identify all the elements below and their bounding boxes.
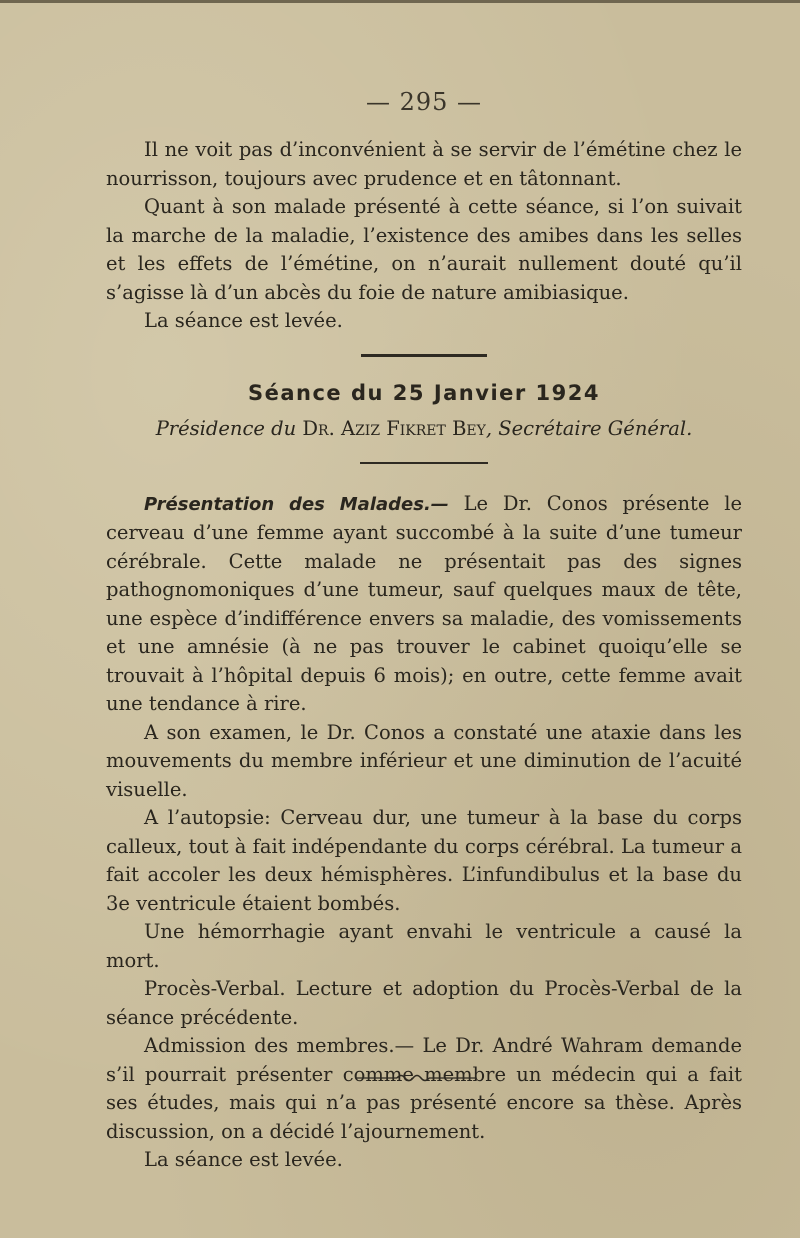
paragraph-examen: A son examen, le Dr. Conos a constaté une ataxie dans les mouvements du membre inférieur et une diminution de l’acuité visuelle. <box>106 720 742 801</box>
paragraph-closing: La séance est levée. <box>144 1148 343 1171</box>
paragraph-3: La séance est levée. <box>144 309 343 332</box>
president-name: Aziz Fikret Bey <box>340 416 486 440</box>
paragraph-1: Il ne voit pas d’inconvénient à se servir de l’émétine chez le nourrisson, toujours avec prudence et en tâtonnant. <box>106 138 742 190</box>
page-number: — 295 — <box>365 88 483 116</box>
end-ornament <box>355 1072 475 1084</box>
presidence-suffix: , Secrétaire Général. <box>485 416 693 440</box>
presentation-paragraph <box>106 490 742 719</box>
presentation-label: Présentation des Malades.— <box>144 493 449 515</box>
paragraph-hemorrhagie: Une hémorrhagie ayant envahi le ventricule a causé la mort. <box>106 920 742 972</box>
paragraph-admission: Admission des membres.— Le Dr. André Wahram demande s’il pourrait présenter comme membre un médecin qui a fait ses études, mais qui n’a pas présenté encore sa thèse. Après discussion, on a décidé l’ajournement. <box>106 1034 742 1143</box>
document-page <box>106 88 742 1175</box>
presentation-text: Le Dr. Conos présente le cerveau d’une femme ayant succombé à la suite d’une tumeur cérébrale. Cette malade ne présentait pas des signes pathognomoniques d’une tumeur, sauf quelques maux de tête, une espèce d’indifférence envers sa maladie, des vomissements et une amnésie (à ne pas trouver le cabinet quoiqu’elle se trouvait à l’hôpital depuis 6 mois); en outre, cette femme avait une tendance à rire. <box>106 491 742 715</box>
presidence-line <box>106 417 742 440</box>
paragraph-proces-verbal: Procès-Verbal. Lecture et adoption du Procès-Verbal de la séance précédente. <box>106 977 742 1029</box>
session-title: Séance du 25 Janvier 1924 <box>248 380 600 405</box>
presidence-dr: Dr. <box>302 416 341 440</box>
presidence-prefix: Présidence du <box>155 416 303 440</box>
page-top-edge <box>0 0 800 3</box>
paragraph-autopsie: A l’autopsie: Cerveau dur, une tumeur à la base du corps calleux, tout à fait indépendante du corps cérébral. La tumeur a fait accoler les deux hémisphères. L’infundibulus et la base du 3e ventricule étaient bombés. <box>106 806 742 915</box>
section-divider <box>361 354 487 357</box>
header-divider <box>360 462 488 464</box>
paragraph-2: Quant à son malade présenté à cette séance, si l’on suivait la marche de la maladie, l’existence des amibes dans les selles et les effets de l’émétine, on n’aurait nullement douté qu’il s’agisse là d’un abcès du foie de nature amibiasique. <box>106 195 742 304</box>
